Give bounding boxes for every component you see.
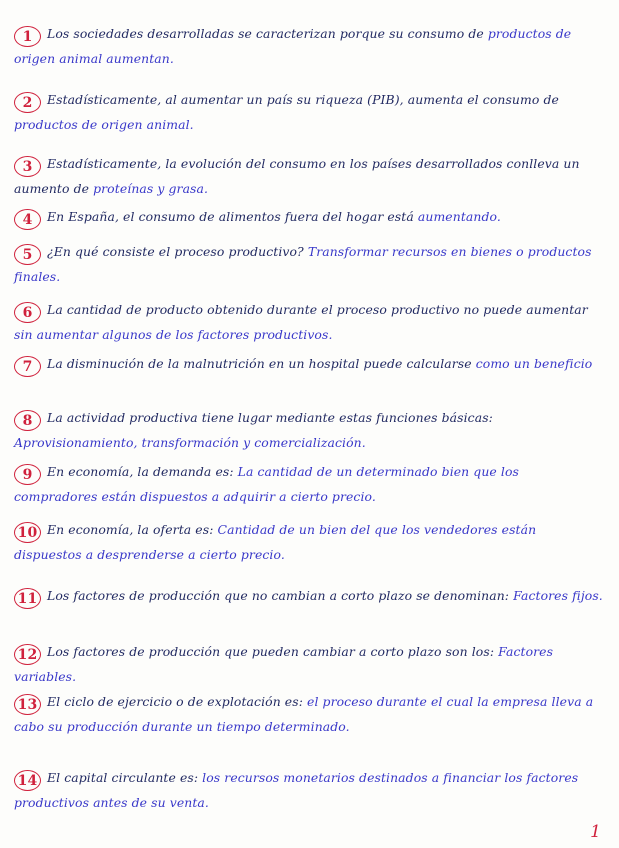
item-number-circle: 13 xyxy=(14,694,41,715)
item-question: Los sociedades desarrolladas se caracterizan porque su consumo de xyxy=(47,26,488,41)
item-question: El capital circulante es: xyxy=(47,770,203,785)
item-1 xyxy=(14,22,606,71)
item-question: Los factores de producción que pueden cambiar a corto plazo son los: xyxy=(47,644,499,659)
item-12 xyxy=(14,640,606,689)
item-answer: productos de origen animal. xyxy=(14,117,194,132)
item-question: Estadísticamente, la evolución del consumo en los países desarrollados conlleva un aumento de xyxy=(14,156,580,196)
item-answer: Transformar recursos en bienes o productos finales. xyxy=(14,244,592,284)
item-number-circle: 2 xyxy=(14,92,41,113)
item-number-circle: 5 xyxy=(14,244,41,265)
item-question: La disminución de la malnutrición en un hospital puede calcularse xyxy=(47,356,476,371)
item-question: En economía, la oferta es: xyxy=(47,522,218,537)
item-answer: como un beneficio xyxy=(475,356,593,371)
item-answer: Cantidad de un bien del que los vendedores están dispuestos a desprenderse a cierto precio. xyxy=(14,522,537,562)
item-number-circle: 14 xyxy=(14,770,41,791)
item-5 xyxy=(14,240,606,289)
item-number-circle: 6 xyxy=(14,302,41,323)
item-8 xyxy=(14,406,606,455)
item-number-circle: 3 xyxy=(14,156,41,177)
item-number-circle: 12 xyxy=(14,644,41,665)
item-question: El ciclo de ejercicio o de explotación es: xyxy=(47,694,308,709)
item-14 xyxy=(14,766,606,815)
item-11 xyxy=(14,584,606,609)
item-answer: Factores variables. xyxy=(14,644,554,684)
item-answer: sin aumentar algunos de los factores productivos. xyxy=(14,327,333,342)
item-number-circle: 9 xyxy=(14,464,41,485)
item-question: En España, el consumo de alimentos fuera del hogar está xyxy=(47,209,418,224)
item-6 xyxy=(14,298,606,347)
item-number-circle: 8 xyxy=(14,410,41,431)
item-number-circle: 7 xyxy=(14,356,41,377)
item-question: ¿En qué consiste el proceso productivo? xyxy=(47,244,308,259)
item-question: Estadísticamente, al aumentar un país su riqueza (PIB), aumenta el consumo de xyxy=(47,92,559,107)
item-number-circle: 11 xyxy=(14,588,41,609)
item-number-circle: 1 xyxy=(14,26,41,47)
item-4 xyxy=(14,205,606,230)
item-7 xyxy=(14,352,606,377)
item-number-circle: 4 xyxy=(14,209,41,230)
item-answer: productos de origen animal aumentan. xyxy=(14,26,572,66)
item-9 xyxy=(14,460,606,509)
item-question: Los factores de producción que no cambian a corto plazo se denominan: xyxy=(47,588,514,603)
item-10 xyxy=(14,518,606,567)
item-answer: aumentando. xyxy=(417,209,501,224)
item-question: La cantidad de producto obtenido durante el proceso productivo no puede aumentar xyxy=(47,302,588,317)
page-number: 1 xyxy=(590,822,601,842)
item-13 xyxy=(14,690,606,739)
item-answer: Factores fijos. xyxy=(513,588,603,603)
item-answer: Aprovisionamiento, transformación y comercialización. xyxy=(14,435,366,450)
item-answer: La cantidad de un determinado bien que los compradores están dispuestos a adquirir a cierto precio. xyxy=(14,464,519,504)
item-question: En economía, la demanda es: xyxy=(47,464,238,479)
item-answer: los recursos monetarios destinados a financiar los factores productivos antes de su venta. xyxy=(14,770,579,810)
item-2 xyxy=(14,88,606,137)
item-answer: proteínas y grasa. xyxy=(93,181,209,196)
item-question: La actividad productiva tiene lugar mediante estas funciones básicas: xyxy=(47,410,493,425)
item-number-circle: 10 xyxy=(14,522,41,543)
item-3 xyxy=(14,152,606,201)
item-answer: el proceso durante el cual la empresa lleva a cabo su producción durante un tiempo determinado. xyxy=(14,694,594,734)
